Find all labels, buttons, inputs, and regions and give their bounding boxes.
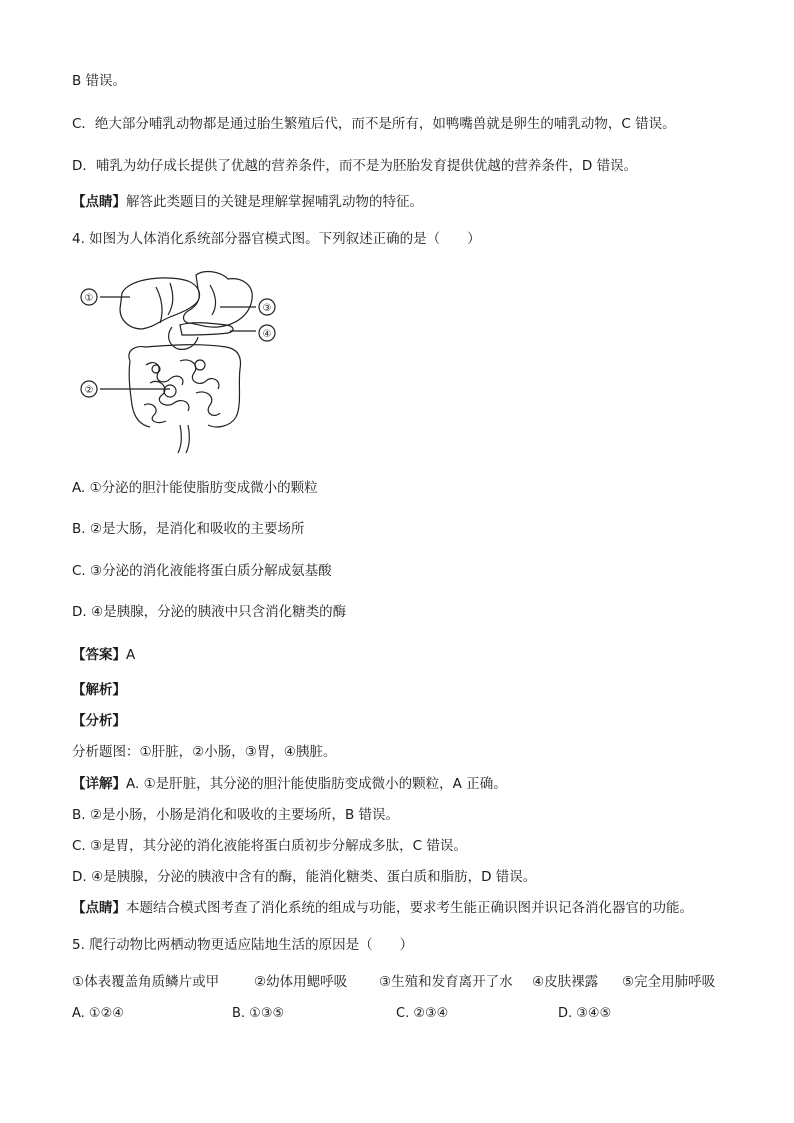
- text-line: D．哺乳为幼仔成长提供了优越的营养条件，而不是为胚胎发育提供优越的营养条件，D 错误。: [72, 158, 638, 174]
- option-a: A. ①分泌的胆汁能使脂肪变成微小的颗粒: [72, 480, 318, 496]
- statement: ⑤完全用肺呼吸: [622, 974, 716, 990]
- option-d: D. ④是胰腺，分泌的胰液中只含消化糖类的酶: [72, 604, 347, 620]
- tip-tag: 【点睛】: [72, 900, 126, 916]
- label-1: ①: [84, 293, 94, 304]
- tip-text: 本题结合模式图考查了消化系统的组成与功能，要求考生能正确识图并识记各消化器官的功能。: [126, 900, 693, 916]
- statement: ③生殖和发育离开了水: [379, 974, 513, 990]
- option-b: B. ②是大肠，是消化和吸收的主要场所: [72, 521, 305, 537]
- label-2: ②: [84, 385, 94, 396]
- label-3: ③: [262, 303, 272, 314]
- answer-tag: 【答案】: [72, 647, 126, 663]
- tip-line: [72, 898, 693, 918]
- small-intestine-shape: [144, 360, 220, 423]
- choice-b: B. ①③⑤: [232, 1006, 285, 1021]
- text-line: C．绝大部分哺乳动物都是通过胎生繁殖后代，而不是所有，如鸭嘴兽就是卵生的哺乳动物，C 错误。: [72, 116, 676, 132]
- fenxi-text: 分析题图：①肝脏，②小肠，③胃，④胰脏。: [72, 744, 337, 760]
- digestive-system-drawing: [70, 265, 300, 455]
- detail-line: D. ④是胰腺，分泌的胰液中含有的酶，能消化糖类、蛋白质和脂肪，D 错误。: [72, 869, 537, 885]
- statement: ②幼体用鳃呼吸: [254, 974, 348, 990]
- liver-shape: [120, 278, 200, 329]
- tip-tag: 【点睛】: [72, 194, 126, 210]
- question-4-stem: 4. 如图为人体消化系统部分器官模式图。下列叙述正确的是（ ）: [72, 231, 481, 247]
- detail-line: B. ②是小肠，小肠是消化和吸收的主要场所，B 错误。: [72, 807, 399, 823]
- analysis-tag: 【解析】: [72, 682, 126, 698]
- answer-value: A: [126, 647, 136, 663]
- answer-line: [72, 645, 135, 665]
- fenxi-tag: 【分析】: [72, 713, 126, 729]
- detail-text: A. ①是肝脏，其分泌的胆汁能使脂肪变成微小的颗粒，A 正确。: [126, 776, 507, 792]
- tip-text: 解答此类题目的关键是理解掌握哺乳动物的特征。: [126, 194, 423, 210]
- option-c: C. ③分泌的消化液能将蛋白质分解成氨基酸: [72, 563, 332, 579]
- label-4: ④: [262, 329, 272, 340]
- large-intestine-shape: [129, 345, 241, 427]
- question-5-stem: 5. 爬行动物比两栖动物更适应陆地生活的原因是（ ）: [72, 937, 414, 953]
- choice-a: A. ①②④: [72, 1006, 124, 1021]
- statement: ④皮肤裸露: [532, 974, 599, 990]
- detail-tag: 【详解】: [72, 776, 126, 792]
- choice-d: D. ③④⑤: [558, 1006, 612, 1021]
- digestive-system-figure: [70, 265, 300, 455]
- statement: ①体表覆盖角质鳞片或甲: [72, 974, 220, 990]
- tip-line: [72, 192, 423, 212]
- choice-c: C. ②③④: [396, 1006, 449, 1021]
- pancreas-shape: [180, 323, 233, 335]
- detail-line: C. ③是胃，其分泌的消化液能将蛋白质初步分解成多肽，C 错误。: [72, 838, 467, 854]
- detail-line: [72, 774, 507, 794]
- text-line: B 错误。: [72, 73, 127, 89]
- stomach-shape: [184, 272, 253, 328]
